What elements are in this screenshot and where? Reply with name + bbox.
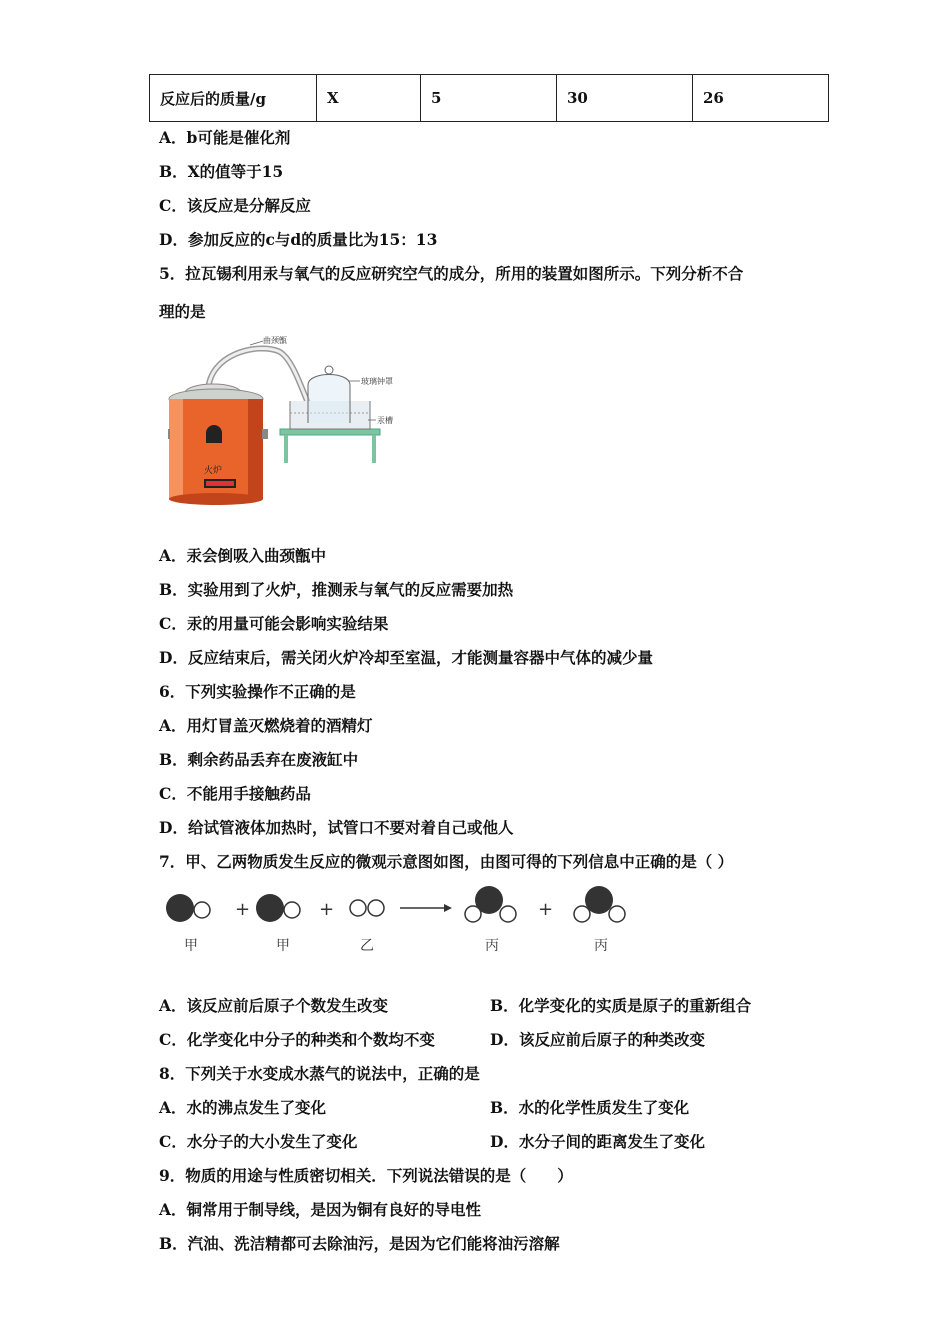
q8-option-d: D．水分子间的距离发生了变化 <box>490 1132 705 1151</box>
bell-jar <box>308 375 350 424</box>
table-cell: 26 <box>693 75 829 122</box>
q5-option-d: D．反应结束后，需关闭火炉冷却至室温，才能测量容器中气体的减少量 <box>159 648 653 667</box>
q8-option-b: B．水的化学性质发生了变化 <box>490 1098 690 1117</box>
label-bell-jar: 玻璃钟罩 <box>361 377 393 386</box>
q5-stem-line1: 5．拉瓦锡利用汞与氧气的反应研究空气的成分，所用的装置如图所示。下列分析不合 <box>159 264 744 283</box>
plus-sign: + <box>538 899 554 920</box>
dark-atom <box>256 894 284 922</box>
label-trough: 汞槽 <box>377 416 393 425</box>
q5-stem-line2: 理的是 <box>159 302 206 321</box>
q7-option-b: B．化学变化的实质是原子的重新组合 <box>490 996 752 1015</box>
lavoisier-apparatus-figure <box>168 333 408 505</box>
plus-sign: + <box>319 899 335 920</box>
q9-stem: 9．物质的用途与性质密切相关．下列说法错误的是（ ） <box>159 1166 573 1185</box>
q8-stem: 8．下列关于水变成水蒸气的说法中，正确的是 <box>159 1064 480 1083</box>
q4-option-c: C．该反应是分解反应 <box>159 196 311 215</box>
label-jia: 甲 <box>276 938 290 954</box>
furnace-door <box>206 425 222 443</box>
q4-option-d: D．参加反应的c与d的质量比为15：13 <box>159 230 438 249</box>
q6-option-a: A．用灯冒盖灭燃烧着的酒精灯 <box>159 716 373 735</box>
table-cell-label: 反应后的质量/g <box>150 75 317 122</box>
q5-option-b: B．实验用到了火炉，推测汞与氧气的反应需要加热 <box>159 580 514 599</box>
label-retort: 曲颈甑 <box>263 336 287 345</box>
q4-option-b: B．X的值等于15 <box>159 162 284 181</box>
q9-option-b: B．汽油、洗洁精都可去除油污，是因为它们能将油污溶解 <box>159 1234 560 1253</box>
q7-stem: 7．甲、乙两物质发生反应的微观示意图如图，由图可得的下列信息中正确的是（ ） <box>159 852 734 871</box>
label-jia: 甲 <box>184 938 198 954</box>
q6-option-b: B．剩余药品丢弃在废液缸中 <box>159 750 359 769</box>
table-cell: 5 <box>421 75 557 122</box>
table-cell: 30 <box>557 75 693 122</box>
q5-option-a: A．汞会倒吸入曲颈甑中 <box>159 546 327 565</box>
plus-sign: + <box>235 899 251 920</box>
q6-option-d: D．给试管液体加热时，试管口不要对着自己或他人 <box>159 818 514 837</box>
q9-option-a: A．铜常用于制导线，是因为铜有良好的导电性 <box>159 1200 482 1219</box>
light-atom <box>350 900 366 916</box>
light-atom <box>609 906 625 922</box>
light-atom <box>284 902 300 918</box>
mass-table <box>149 74 829 122</box>
label-yi: 乙 <box>360 938 374 954</box>
light-atom <box>574 906 590 922</box>
label-bing: 丙 <box>594 938 608 954</box>
light-atom <box>194 902 210 918</box>
label-bing: 丙 <box>485 938 499 954</box>
q6-stem: 6．下列实验操作不正确的是 <box>159 682 356 701</box>
q8-option-a: A．水的沸点发生了变化 <box>159 1098 327 1117</box>
q7-option-c: C．化学变化中分子的种类和个数均不变 <box>159 1030 435 1049</box>
dark-atom <box>166 894 194 922</box>
light-atom <box>465 906 481 922</box>
q7-option-a: A．该反应前后原子个数发生改变 <box>159 996 389 1015</box>
q5-option-c: C．汞的用量可能会影响实验结果 <box>159 614 389 633</box>
q6-option-c: C．不能用手接触药品 <box>159 784 311 803</box>
light-atom <box>368 900 384 916</box>
molecule-reaction-figure <box>158 878 638 958</box>
light-atom <box>500 906 516 922</box>
q4-option-a: A．b可能是催化剂 <box>159 128 291 147</box>
table-row <box>150 75 829 122</box>
table-cell: X <box>317 75 421 122</box>
label-furnace: 火炉 <box>204 466 223 476</box>
q8-option-c: C．水分子的大小发生了变化 <box>159 1132 358 1151</box>
small-table <box>280 429 380 435</box>
q7-option-d: D．该反应前后原子的种类改变 <box>490 1030 705 1049</box>
